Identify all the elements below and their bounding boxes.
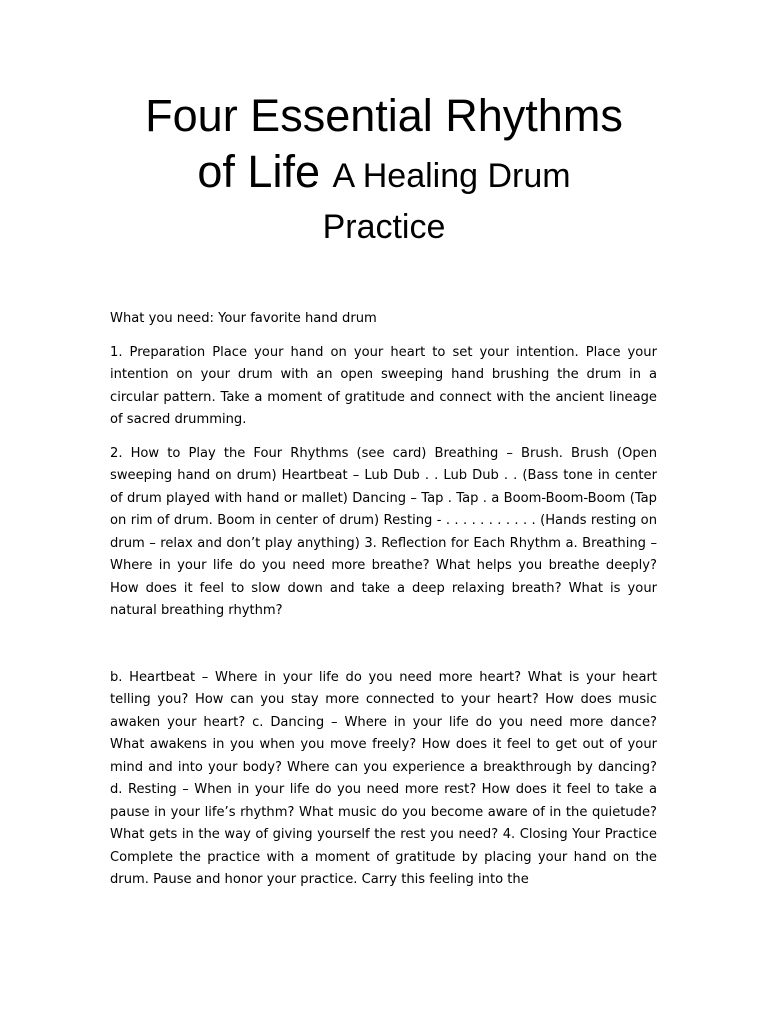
title-main-fragment: of Life: [197, 146, 320, 197]
title-line-1: Four Essential Rhythms: [145, 90, 623, 141]
paragraph-rhythms: 2. How to Play the Four Rhythms (see card) Breathing – Brush. Brush (Open sweeping hand on drum) Heartbeat – Lub Dub . . Lub Dub . . (Bass tone in center of drum played with hand or mallet) Dancing – Tap . Tap . a Boom-Boom-Boom (Tap on rim of drum. Boom in center of drum) Resting - . . . . . . . . . . . (Hands resting on drum – relax and don’t play anything) 3. Reflection for Each Rhythm a. Breathing – Where in your life do you need more breathe? What helps you breathe deeply? How does it feel to slow down and take a deep relaxing breath? What is your natural breathing rhythm?: [110, 445, 657, 618]
document-body: [110, 308, 657, 892]
title-line-2: [60, 144, 708, 204]
document-title: [60, 88, 708, 250]
paragraph-reflections: b. Heartbeat – Where in your life do you need more heart? What is your heart telling you? How can you stay more connected to your heart? How does music awaken your heart? c. Dancing – Where in your life do you need more dance? What awakens in you when you move freely? How does it feel to get out of your mind and into your body? Where can you experience a breakthrough by dancing? d. Resting – When in your life do you need more rest? How does it feel to take a pause in your life’s rhythm? What music do you become aware of in the quietude? What gets in the way of giving yourself the rest you need? 4. Closing Your Practice Complete the practice with a moment of gratitude by placing your hand on the drum. Pause and honor your practice. Carry this feeling into the: [110, 669, 657, 887]
title-line-3: Practice: [322, 208, 446, 246]
paragraph-preparation: 1. Preparation Place your hand on your heart to set your intention. Place your intention on your drum with an open sweeping hand brushing the drum in a circular pattern. Take a moment of gratitude and connect with the ancient lineage of sacred drumming.: [110, 344, 657, 427]
title-subtitle-fragment: A Healing Drum: [332, 157, 571, 195]
requirements-line: What you need: Your favorite hand drum: [110, 311, 377, 326]
